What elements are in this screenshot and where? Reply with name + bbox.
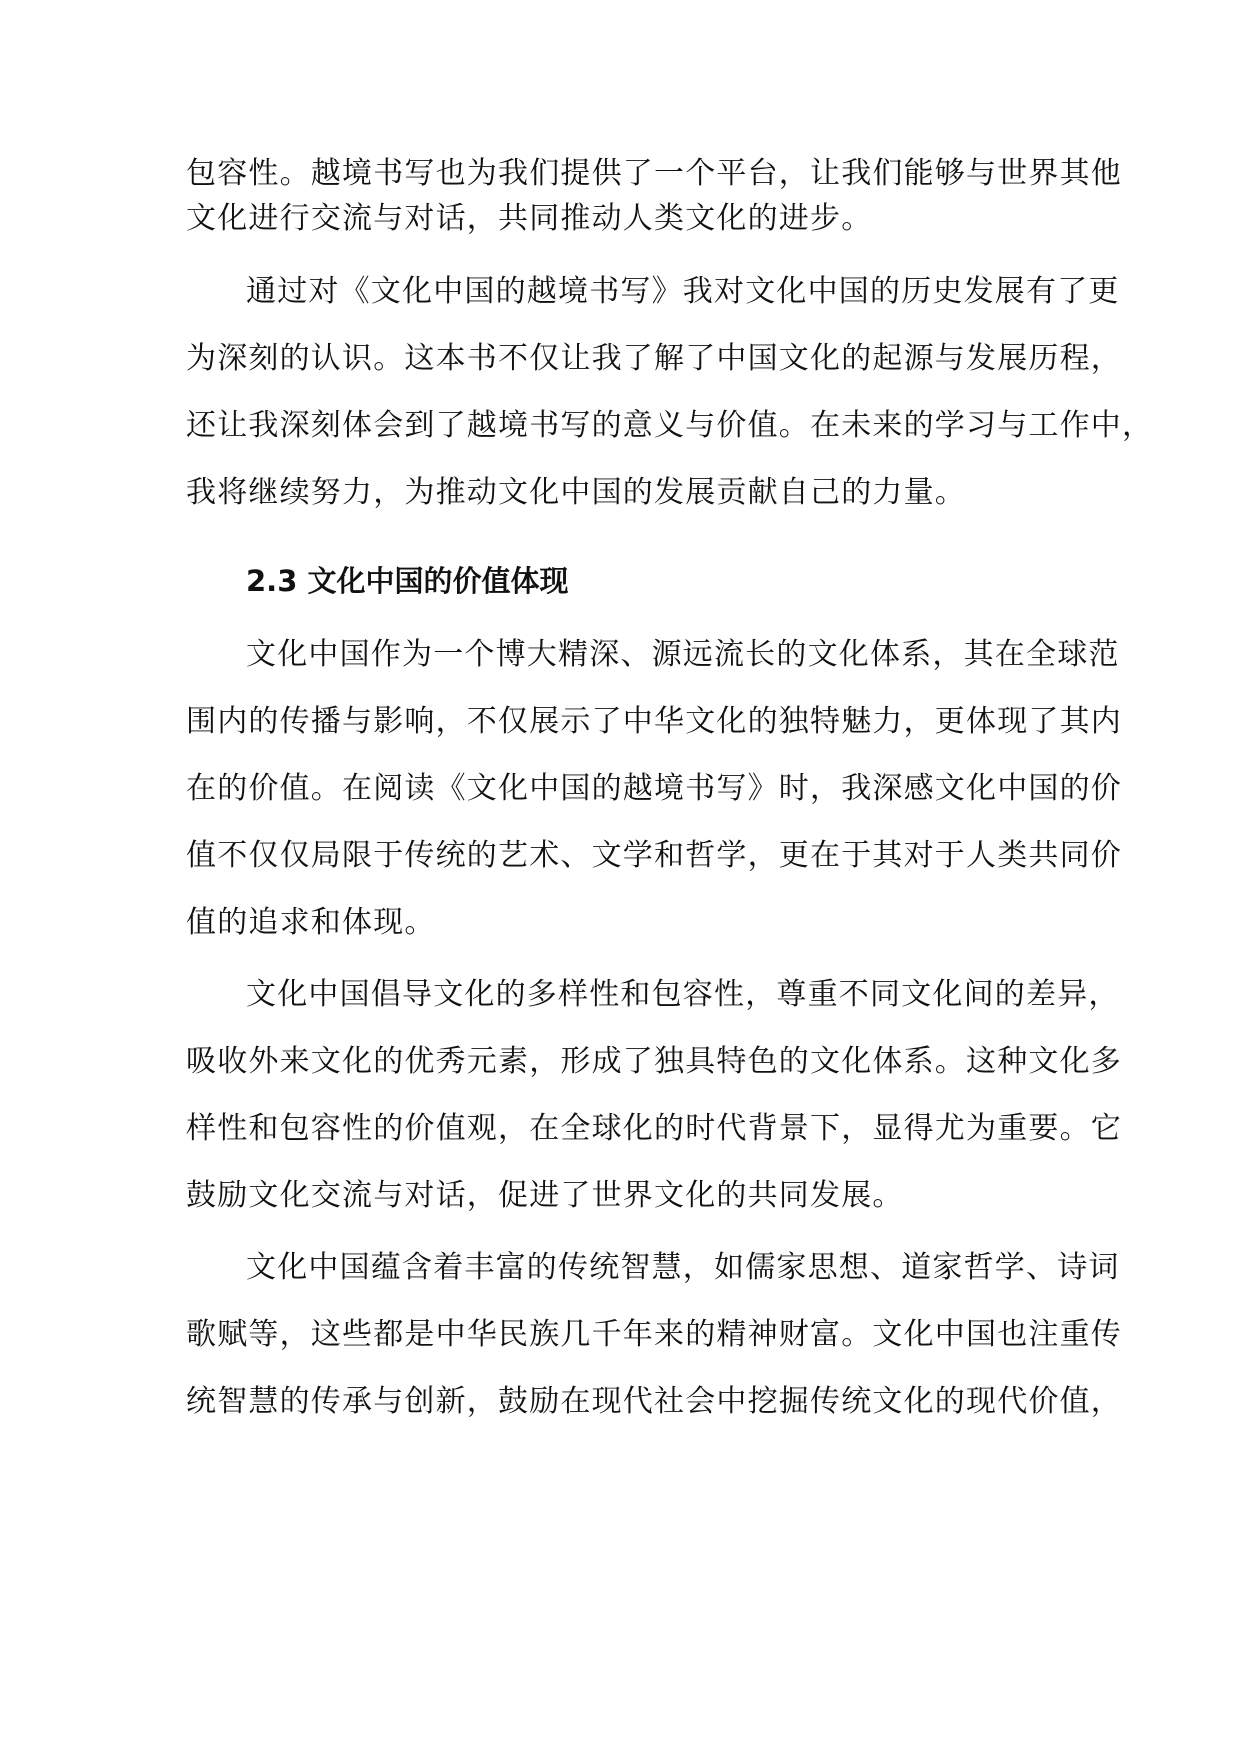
paragraph-line: 围内的传播与影响，不仅展示了中华文化的独特魅力，更体现了其内 — [186, 704, 1122, 739]
paragraph-line: 在的价值。在阅读《文化中国的越境书写》时，我深感文化中国的价 — [186, 771, 1122, 806]
paragraph-line: 文化中国作为一个博大精深、源远流长的文化体系，其在全球范 — [246, 637, 1120, 672]
paragraph-line: 鼓励文化交流与对话，促进了世界文化的共同发展。 — [186, 1178, 904, 1213]
paragraph-line: 为深刻的认识。这本书不仅让我了解了中国文化的起源与发展历程， — [186, 341, 1122, 376]
paragraph-line: 文化进行交流与对话，共同推动人类文化的进步。 — [186, 201, 873, 236]
paragraph-line: 文化中国倡导文化的多样性和包容性，尊重不同文化间的差异， — [246, 977, 1120, 1012]
paragraph-line: 我将继续努力，为推动文化中国的发展贡献自己的力量。 — [186, 475, 966, 510]
paragraph-line: 包容性。越境书写也为我们提供了一个平台，让我们能够与世界其他 — [186, 156, 1122, 191]
paragraph-line: 还让我深刻体会到了越境书写的意义与价值。在未来的学习与工作中， — [186, 408, 1154, 443]
paragraph-line: 值不仅仅局限于传统的艺术、文学和哲学，更在于其对于人类共同价 — [186, 838, 1122, 873]
paragraph-line: 吸收外来文化的优秀元素，形成了独具特色的文化体系。这种文化多 — [186, 1044, 1122, 1079]
paragraph-line: 文化中国蕴含着丰富的传统智慧，如儒家思想、道家哲学、诗词 — [246, 1250, 1120, 1285]
section-heading: 2.3 文化中国的价值体现 — [246, 564, 569, 598]
paragraph-line: 值的追求和体现。 — [186, 905, 436, 940]
paragraph-line: 通过对《文化中国的越境书写》我对文化中国的历史发展有了更 — [246, 274, 1120, 309]
paragraph-line: 统智慧的传承与创新，鼓励在现代社会中挖掘传统文化的现代价值， — [186, 1384, 1122, 1419]
paragraph-line: 样性和包容性的价值观，在全球化的时代背景下，显得尤为重要。它 — [186, 1111, 1122, 1146]
paragraph-line: 歌赋等，这些都是中华民族几千年来的精神财富。文化中国也注重传 — [186, 1317, 1122, 1352]
